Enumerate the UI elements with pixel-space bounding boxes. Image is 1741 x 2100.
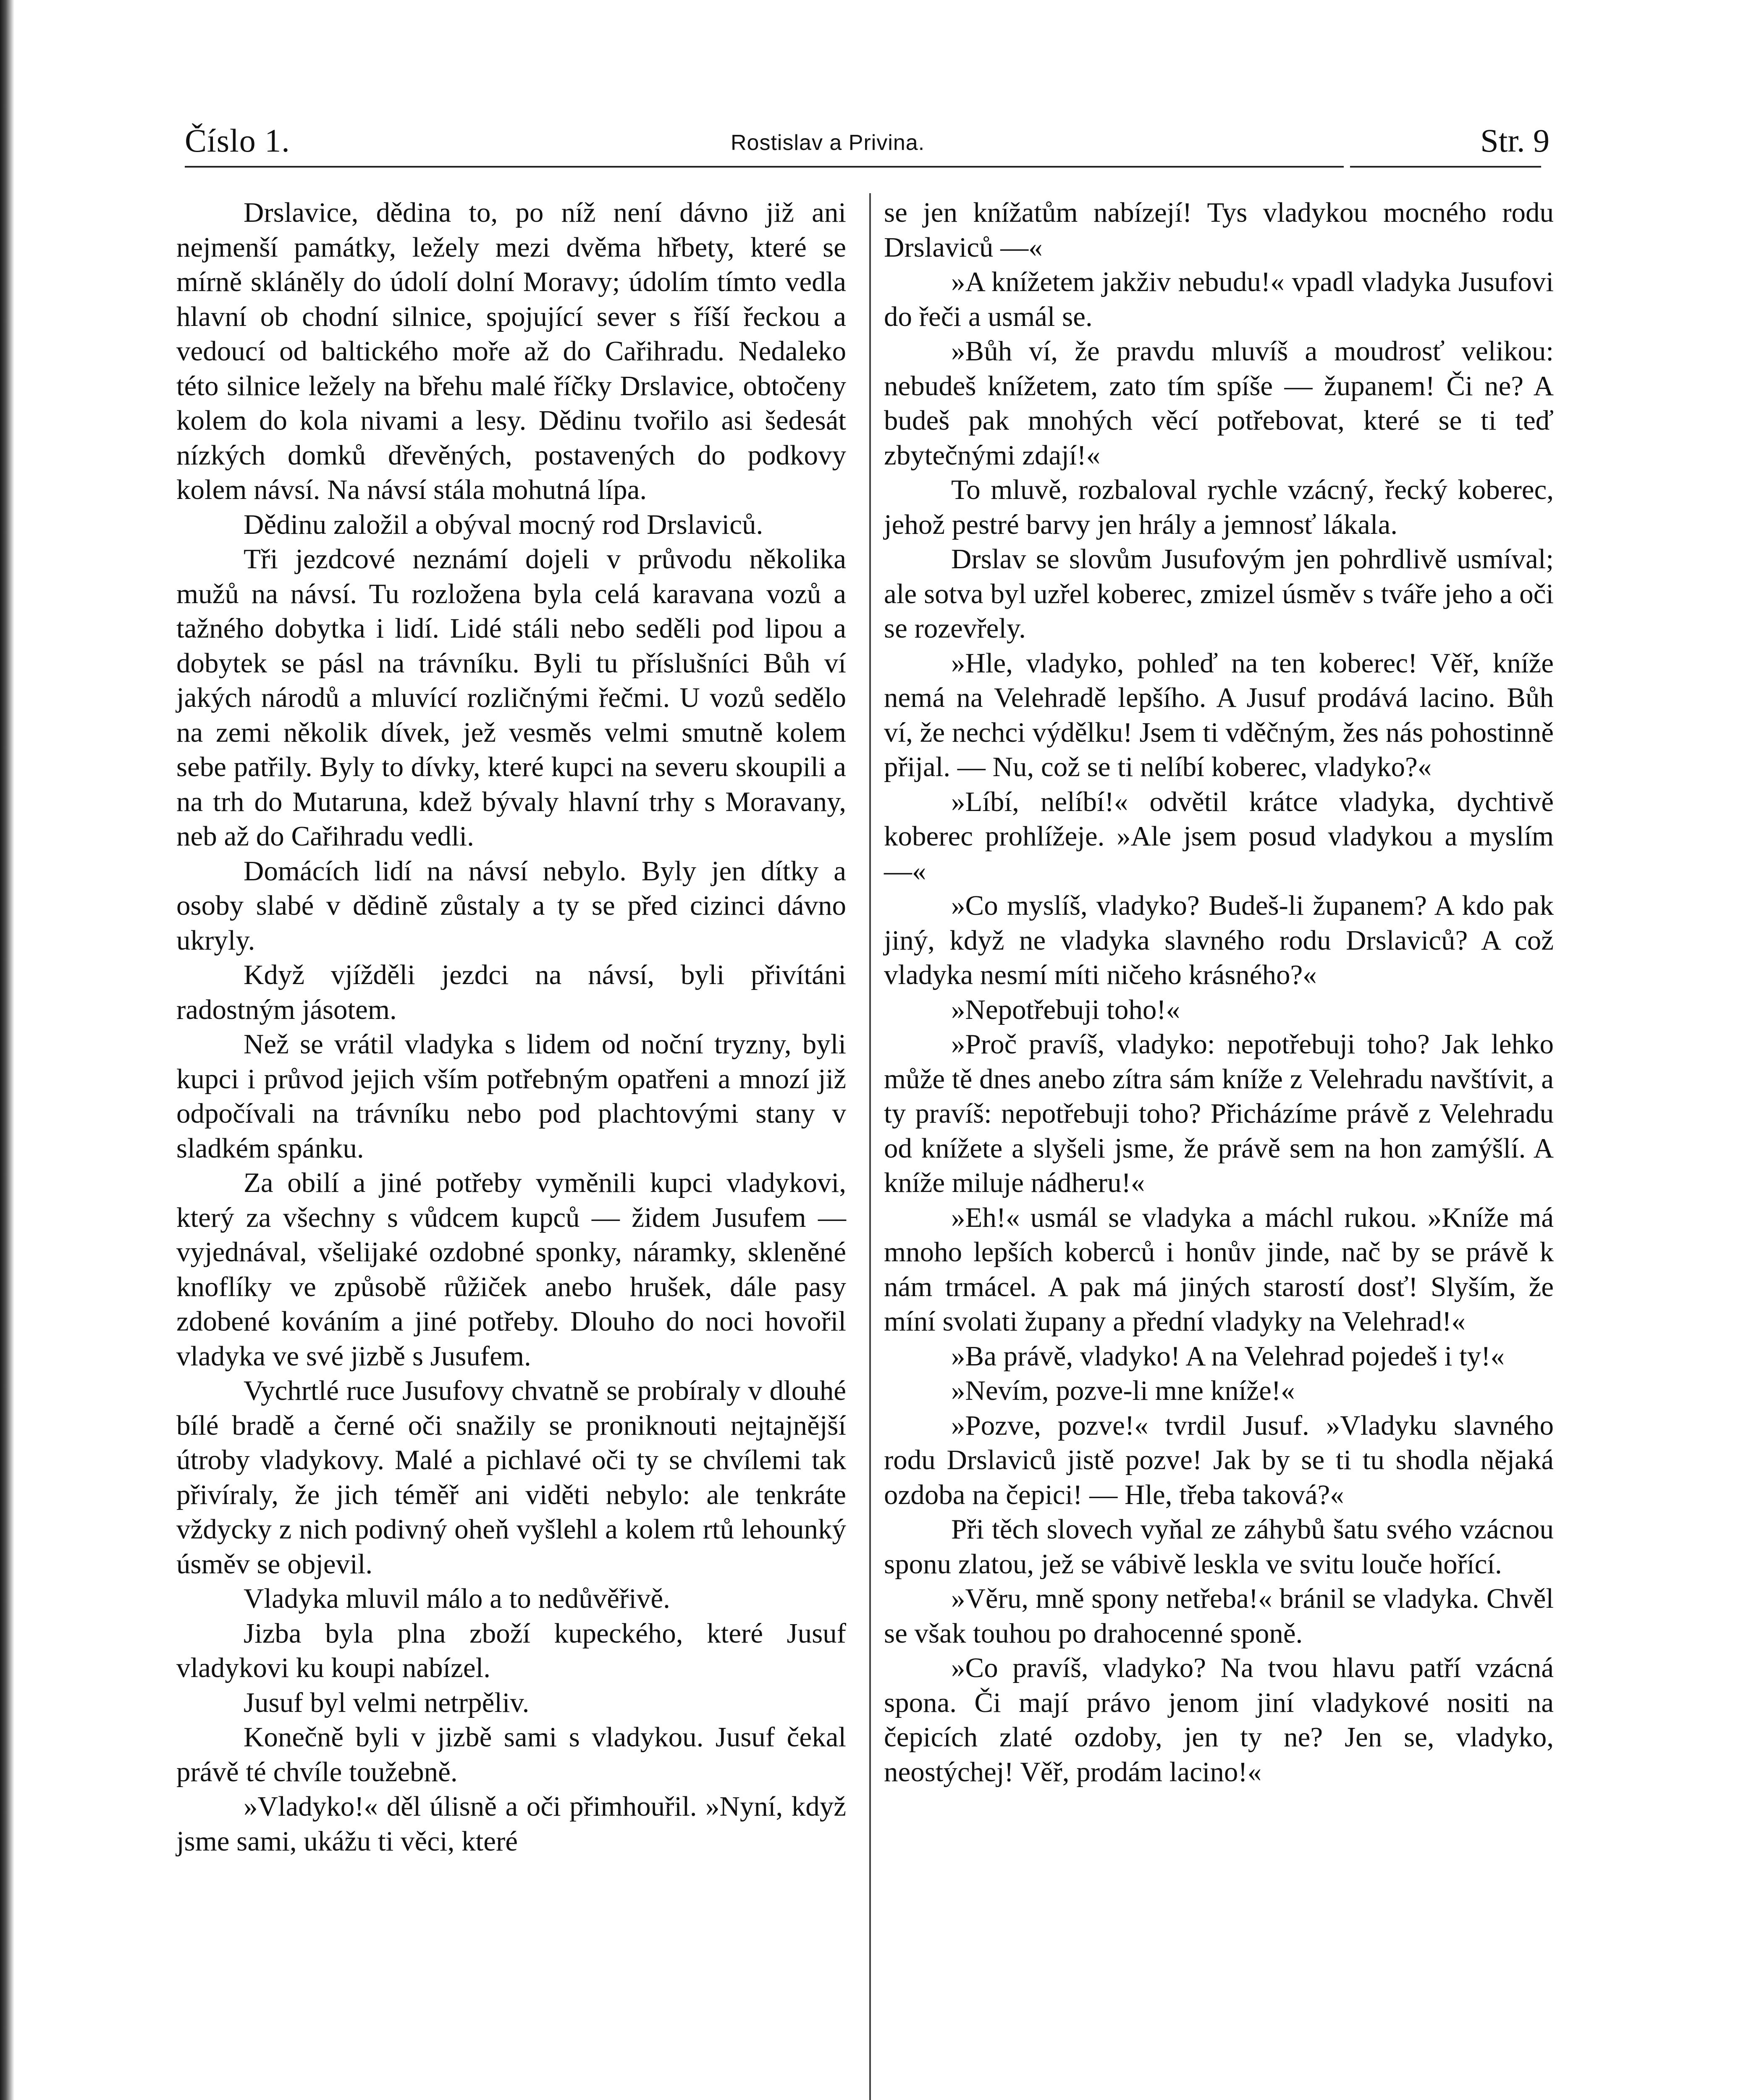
paragraph: To mluvě, rozbaloval rychle vzácný, řecký koberec, jehož pestré barvy jen hrály a jemnosť lákala. <box>884 474 1554 540</box>
paragraph: »Proč pravíš, vladyko: nepotřebuji toho? Jak lehko může tě dnes anebo zítra sám kníže z Velehradu navštívit, a ty pravíš: nepotřebuji toho? Přicházíme právě z Velehradu od knížete a slyšeli jsme, že právě sem na hon zamýšlí. A kníže miluje nádheru!« <box>884 1029 1554 1198</box>
paragraph: Drslavice, dědina to, po níž není dávno již ani nejmenší památky, ležely mezi dvěma hřbety, které se mírně skláněly do údolí dolní Moravy; údolím tímto vedla hlavní ob chodní silnice, spojující sever s říší řeckou a vedoucí od baltického moře až do Cařihradu. Nedaleko této silnice ležely na břehu malé říčky Drslavice, obtočeny kolem do kola nivami a lesy. Dědinu tvořilo asi šedesát nízkých domků dřevěných, postavených do podkovy kolem návsí. Na návsí stála mohutná lípa. <box>176 197 846 505</box>
paragraph: Jizba byla plna zboží kupeckého, které Jusuf vladykovi ku koupi nabízel. <box>176 1617 846 1683</box>
paragraph: »Pozve, pozve!« tvrdil Jusuf. »Vladyku slavného rodu Drslaviců jistě pozve! Jak by se ti tu shodla nějaká ozdoba na čepici! — Hle, třeba taková?« <box>884 1410 1554 1510</box>
paragraph: Za obilí a jiné potřeby vyměnili kupci vladykovi, který za všechny s vůdcem kupců — židem Jusufem — vyjednával, všelijaké ozdobné sponky, náramky, skleněné knoflíky ve způsobě růžiček anebo hrušek, dále pasy zdobené kováním a jiné potřeby. Dlouho do noci hovořil vladyka ve své jizbě s Jusufem. <box>176 1167 846 1372</box>
paragraph: »Co myslíš, vladyko? Budeš-li županem? A kdo pak jiný, když ne vladyka slavného rodu Drslaviců? A což vladyka nesmí míti ničeho krásného?« <box>884 890 1554 990</box>
paragraph-continuation: se jen knížatům nabízejí! Tys vladykou mocného rodu Drslaviců —« <box>884 197 1554 263</box>
paragraph: »Ba právě, vladyko! A na Velehrad pojedeš i ty!« <box>951 1340 1505 1372</box>
paragraph: »Nevím, pozve-li mne kníže!« <box>951 1375 1295 1406</box>
paragraph: »Eh!« usmál se vladyka a máchl rukou. »Kníže má mnoho lepších koberců i honův jinde, nač by se právě k nám trmácel. A pak má jiných starostí dosť! Slyším, že míní svolati župany a přední vladyky na Velehrad!« <box>884 1202 1554 1337</box>
paragraph: Vladyka mluvil málo a to nedůvěřivě. <box>244 1583 670 1614</box>
paragraph: »Věru, mně spony netřeba!« bránil se vladyka. Chvěl se však touhou po drahocenné sponě. <box>884 1583 1554 1649</box>
paragraph: Když vjížděli jezdci na návsí, byli přivítáni radostným jásotem. <box>176 959 846 1025</box>
paragraph: »Hle, vladyko, pohleď na ten koberec! Věř, kníže nemá na Velehradě lepšího. A Jusuf prodává lacino. Bůh ví, že nechci výdělku! Jsem ti vděčným, žes nás pohostinně přijal. — Nu, což se ti nelíbí koberec, vladyko?« <box>884 647 1554 782</box>
paragraph: »Nepotřebuji toho!« <box>951 994 1180 1025</box>
paragraph: Než se vrátil vladyka s lidem od noční tryzny, byli kupci i průvod jejich vším potřebným opatřeni a mnozí již odpočívali na trávníku nebo pod plachtovými stany v sladkém spánku. <box>176 1029 846 1164</box>
paragraph: »Líbí, nelíbí!« odvětil krátce vladyka, dychtivě koberec prohlížeje. »Ale jsem posud vladykou a myslím —« <box>884 786 1554 887</box>
paragraph: »A knížetem jakživ nebudu!« vpadl vladyka Jusufovi do řeči a usmál se. <box>884 266 1554 332</box>
paragraph: »Co pravíš, vladyko? Na tvou hlavu patří vzácná spona. Či mají právo jenom jiní vladykové nositi na čepicích zlaté ozdoby, jen ty ne? Jen se, vladyko, neostýchej! Věř, prodám lacino!« <box>884 1652 1554 1788</box>
issue-number: Číslo 1. <box>185 122 290 159</box>
paragraph: Při těch slovech vyňal ze záhybů šatu svého vzácnou sponu zlatou, jež se vábivě leskla ve svitu louče hořící. <box>884 1514 1554 1580</box>
paragraph: Drslav se slovům Jusufovým jen pohrdlivě usmíval; ale sotva byl uzřel koberec, zmizel úsměv s tváře jeho a oči se rozevřely. <box>884 543 1554 644</box>
paragraph: Vychrtlé ruce Jusufovy chvatně se probíraly v dlouhé bílé bradě a černé oči snažily se proniknouti nejtajnější útroby vladykovy. Malé a pichlavé oči ty se chvílemi tak přivíraly, že jich téměř ani viděti nebylo: ale tenkráte vždycky z nich podivný oheň vyšlehl a kolem rtů lehounký úsměv se objevil. <box>176 1375 846 1580</box>
page-edge-shadow <box>0 0 14 2100</box>
paragraph: Dědinu založil a obýval mocný rod Drslaviců. <box>244 509 763 540</box>
running-title: Rostislav a Privina. <box>731 131 925 155</box>
right-column <box>884 195 1554 1789</box>
header-rule-short <box>1350 166 1541 168</box>
running-header <box>185 113 1550 164</box>
paragraph: »Vladyko!« děl úlisně a oči přimhouřil. »Nyní, když jsme sami, ukážu ti věci, které <box>176 1791 846 1857</box>
paragraph: Jusuf byl velmi netrpěliv. <box>244 1687 530 1718</box>
page-number: Str. 9 <box>1480 122 1550 159</box>
column-divider <box>869 193 871 2100</box>
paragraph: Konečně byli v jizbě sami s vladykou. Jusuf čekal právě té chvíle toužebně. <box>176 1722 846 1788</box>
header-rule <box>185 166 1344 168</box>
left-column <box>176 195 846 1858</box>
paragraph: Domácích lidí na návsí nebylo. Byly jen dítky a osoby slabé v dědině zůstaly a ty se před cizinci dávno ukryly. <box>176 855 846 956</box>
paragraph: Tři jezdcové neznámí dojeli v průvodu několika mužů na návsí. Tu rozložena byla celá karavana vozů a tažného dobytka i lidí. Lidé stáli nebo seděli pod lipou a dobytek se pásl na trávníku. Byli tu příslušníci Bůh ví jakých národů a mluvící rozličnými řečmi. U vozů sedělo na zemi několik dívek, jež vesměs velmi smutně kolem sebe patřily. Byly to dívky, které kupci na severu skoupili a na trh do Mutaruna, kdež bývaly hlavní trhy s Moravany, neb až do Cařihradu vedli. <box>176 543 846 852</box>
paragraph: »Bůh ví, že pravdu mluvíš a moudrosť velikou: nebudeš knížetem, zato tím spíše — županem! Či ne? A budeš pak mnohých věcí potřebovat, které se ti teď zbytečnými zdají!« <box>884 336 1554 471</box>
